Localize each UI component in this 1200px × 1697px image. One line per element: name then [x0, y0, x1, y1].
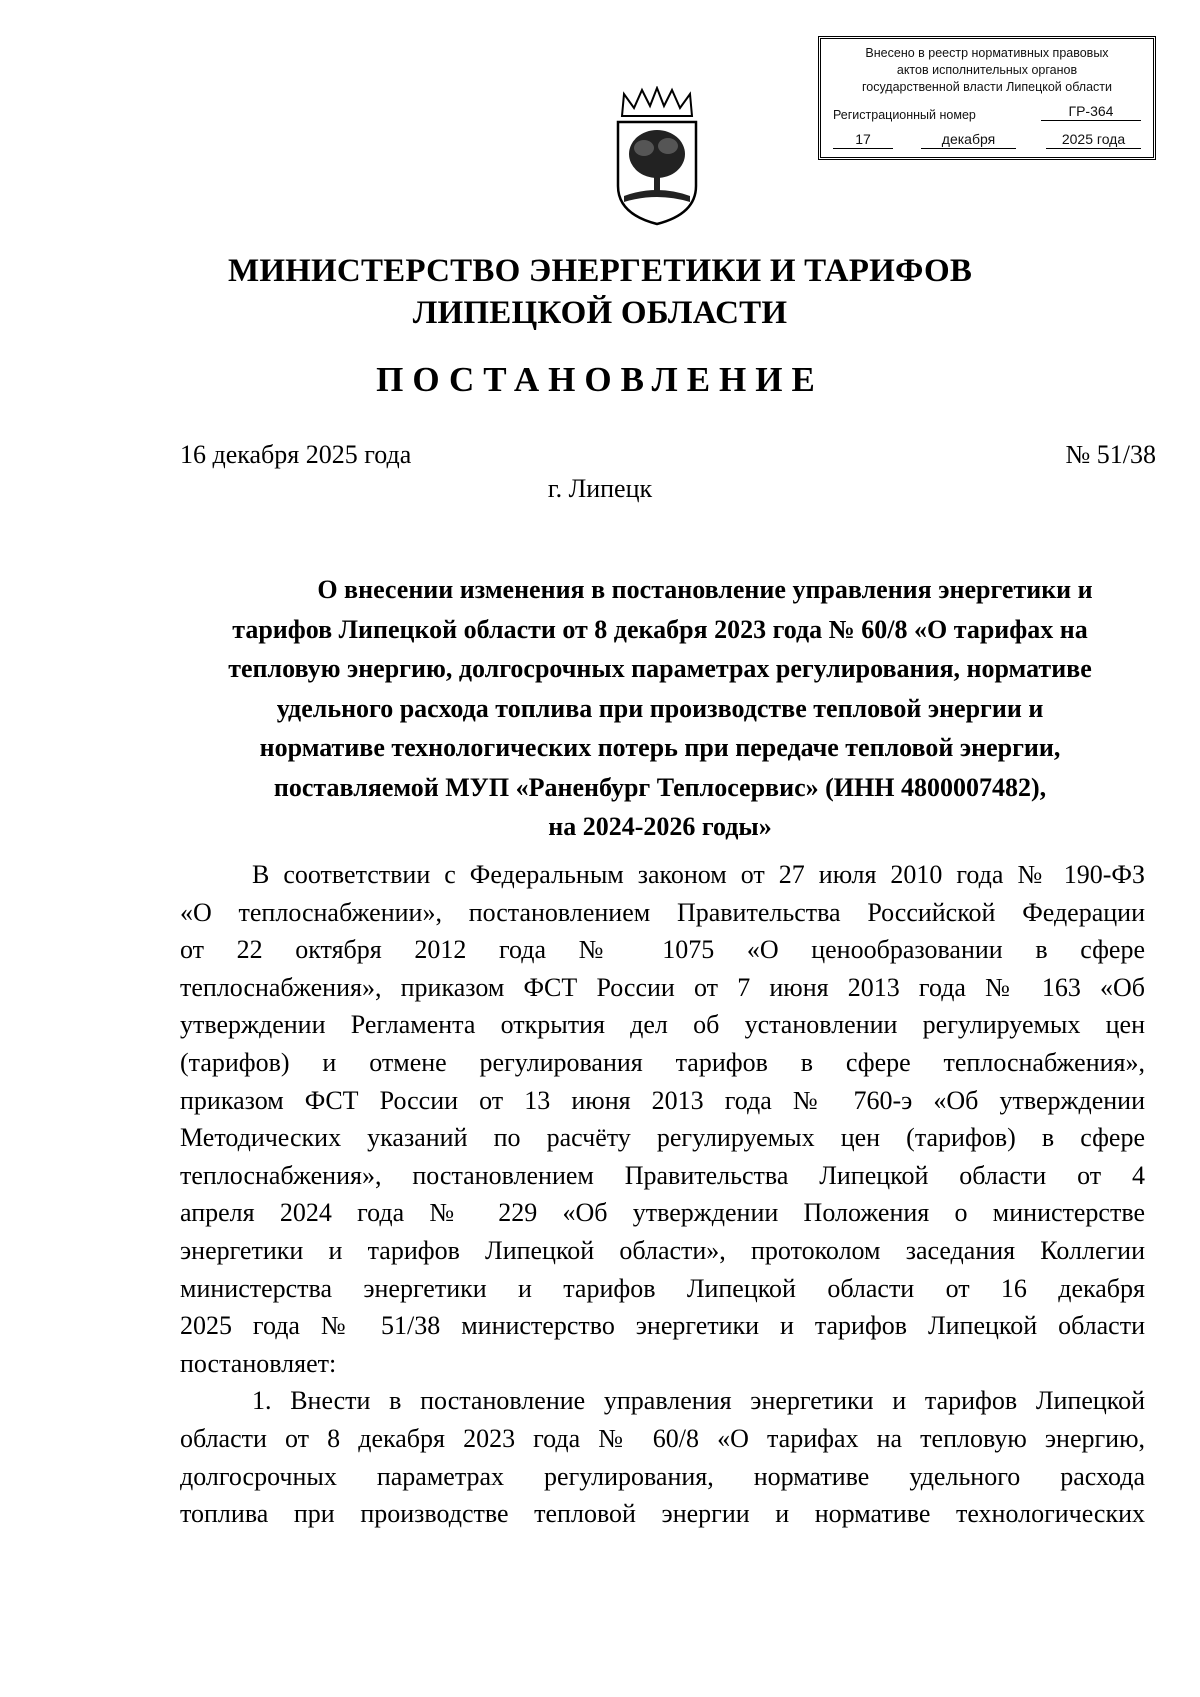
title-line: поставляемой МУП «Раненбург Теплосервис» (ИНН 4800007482), — [273, 772, 1047, 802]
body-line: теплоснабжения», приказом ФСТ России от 7 июня 2013 года № 163 «Об — [180, 972, 1145, 1002]
title-line: удельного расхода топлива при производстве тепловой энергии и — [276, 693, 1044, 723]
ministry-line-2: ЛИПЕЦКОЙ ОБЛАСТИ — [412, 295, 788, 331]
stamp-day: 17 — [833, 131, 893, 149]
stamp-line-3: государственной власти Липецкой области — [861, 80, 1113, 94]
stamp-reg-number: ГР-364 — [1041, 103, 1141, 121]
stamp-reg-label: Регистрационный номер — [833, 108, 976, 122]
body-line: 2025 года № 51/38 министерство энергетики и тарифов Липецкой области — [180, 1311, 1145, 1341]
registry-stamp — [818, 36, 1156, 160]
title-line: на 2024-2026 годы» — [548, 812, 772, 841]
stamp-year: 2025 года — [1046, 131, 1141, 149]
body-line: Методических указаний по расчёту регулируемых цен (тарифов) в сфере — [180, 1123, 1145, 1153]
body-line: 1. Внести в постановление управления энергетики и тарифов Липецкой — [252, 1386, 1145, 1416]
body-line: В соответствии с Федеральным законом от 27 июля 2010 года № 190-ФЗ — [252, 860, 1145, 889]
document-body — [180, 856, 1145, 1533]
body-line: (тарифов) и отмене регулирования тарифов в сфере теплоснабжения», — [180, 1047, 1145, 1077]
title-line: тарифов Липецкой области от 8 декабря 2023 года № 60/8 «О тарифах на — [232, 614, 1088, 644]
body-line: утверждении Регламента открытия дел об установлении регулируемых цен — [180, 1010, 1145, 1040]
body-line: от 22 октября 2012 года № 1075 «О ценообразовании в сфере — [180, 935, 1145, 965]
ministry-name — [0, 250, 1200, 334]
document-city: г. Липецк — [547, 474, 653, 503]
title-line: О внесении изменения в постановление управления энергетики и — [317, 575, 1093, 604]
body-line: энергетики и тарифов Липецкой области», протоколом заседания Коллегии — [180, 1235, 1145, 1265]
stamp-line-2: актов исполнительных органов — [896, 63, 1078, 77]
stamp-month: декабря — [921, 131, 1016, 149]
body-line: «О теплоснабжении», постановлением Правительства Российской Федерации — [180, 897, 1145, 927]
document-title — [170, 570, 1150, 847]
document-type: ПОСТАНОВЛЕНИЕ — [376, 360, 824, 399]
document-number: № 51/38 — [1065, 440, 1156, 469]
body-line: приказом ФСТ России от 13 июня 2013 года № 760-э «Об утверждении — [180, 1085, 1145, 1115]
body-line: области от 8 декабря 2023 года № 60/8 «О тарифах на тепловую энергию, — [180, 1423, 1145, 1453]
title-line: тепловую энергию, долгосрочных параметрах регулирования, нормативе — [228, 654, 1092, 683]
stamp-line-1: Внесено в реестр нормативных правовых — [865, 46, 1109, 60]
body-line: апреля 2024 года № 229 «Об утверждении Положения о министерстве — [180, 1198, 1145, 1228]
ministry-line-1: МИНИСТЕРСТВО ЭНЕРГЕТИКИ И ТАРИФОВ — [227, 253, 973, 289]
title-line: нормативе технологических потерь при передаче тепловой энергии, — [259, 733, 1061, 762]
coat-of-arms-icon — [614, 86, 700, 226]
body-line: постановляет: — [180, 1348, 337, 1378]
body-line: долгосрочных параметрах регулирования, нормативе удельного расхода — [180, 1461, 1145, 1491]
body-line: теплоснабжения», постановлением Правительства Липецкой области от 4 — [180, 1160, 1145, 1190]
body-line: министерства энергетики и тарифов Липецкой области от 16 декабря — [180, 1273, 1145, 1303]
document-date: 16 декабря 2025 года — [180, 440, 412, 469]
body-line: топлива при производстве тепловой энергии и нормативе технологических — [180, 1499, 1145, 1529]
